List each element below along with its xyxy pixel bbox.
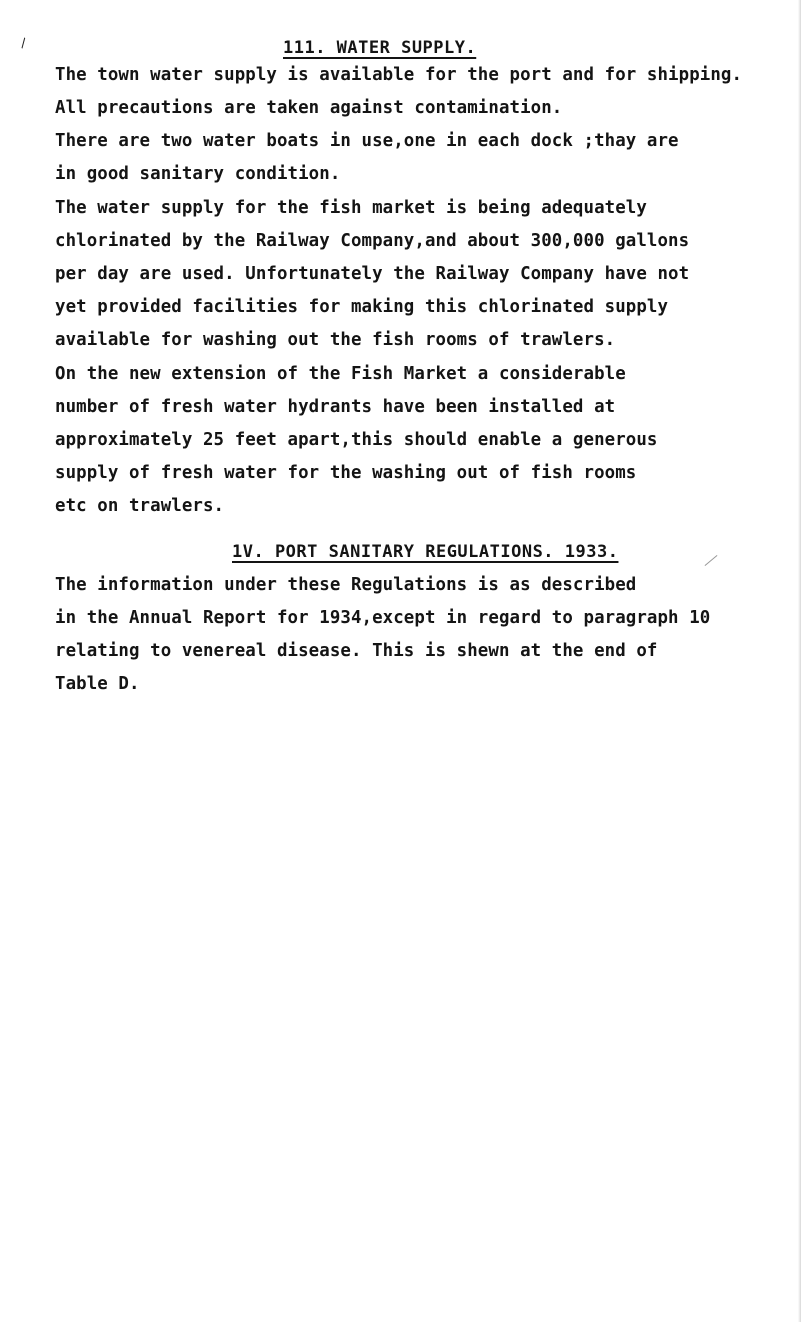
stray-pen-mark xyxy=(705,555,718,566)
section-3-line-1: The town water supply is available for the port and for shipping. xyxy=(55,65,743,85)
section-3-line-8: yet provided facilities for making this chlorinated supply xyxy=(55,297,669,317)
section-3-line-5: The water supply for the fish market is being adequately xyxy=(55,198,647,218)
section-3-heading: 111. WATER SUPPLY. xyxy=(283,38,477,58)
section-4-heading: 1V. PORT SANITARY REGULATIONS. 1933. xyxy=(232,542,619,562)
section-3-line-7: per day are used. Unfortunately the Railway Company have not xyxy=(55,264,690,284)
section-3-line-3: There are two water boats in use,one in each dock ;thay are xyxy=(55,131,679,151)
section-4-line-2: in the Annual Report for 1934,except in regard to paragraph 10 xyxy=(55,608,711,628)
section-4-line-1: The information under these Regulations is as described xyxy=(55,575,637,595)
section-4-line-3: relating to venereal disease. This is shewn at the end of xyxy=(55,641,658,661)
section-3-line-9: available for washing out the fish rooms of trawlers. xyxy=(55,330,616,350)
section-3-line-2: All precautions are taken against contamination. xyxy=(55,98,563,118)
stray-tick-mark: \ xyxy=(16,35,31,51)
section-3-line-12: approximately 25 feet apart,this should enable a generous xyxy=(55,430,658,450)
section-3-line-4: in good sanitary condition. xyxy=(55,164,341,184)
section-3-line-6: chlorinated by the Railway Company,and about 300,000 gallons xyxy=(55,231,690,251)
section-3-line-10: On the new extension of the Fish Market a considerable xyxy=(55,364,626,384)
section-3-line-13: supply of fresh water for the washing out of fish rooms xyxy=(55,463,637,483)
section-4-line-4: Table D. xyxy=(55,674,140,694)
section-3-line-11: number of fresh water hydrants have been installed at xyxy=(55,397,616,417)
section-3-line-14: etc on trawlers. xyxy=(55,496,225,516)
